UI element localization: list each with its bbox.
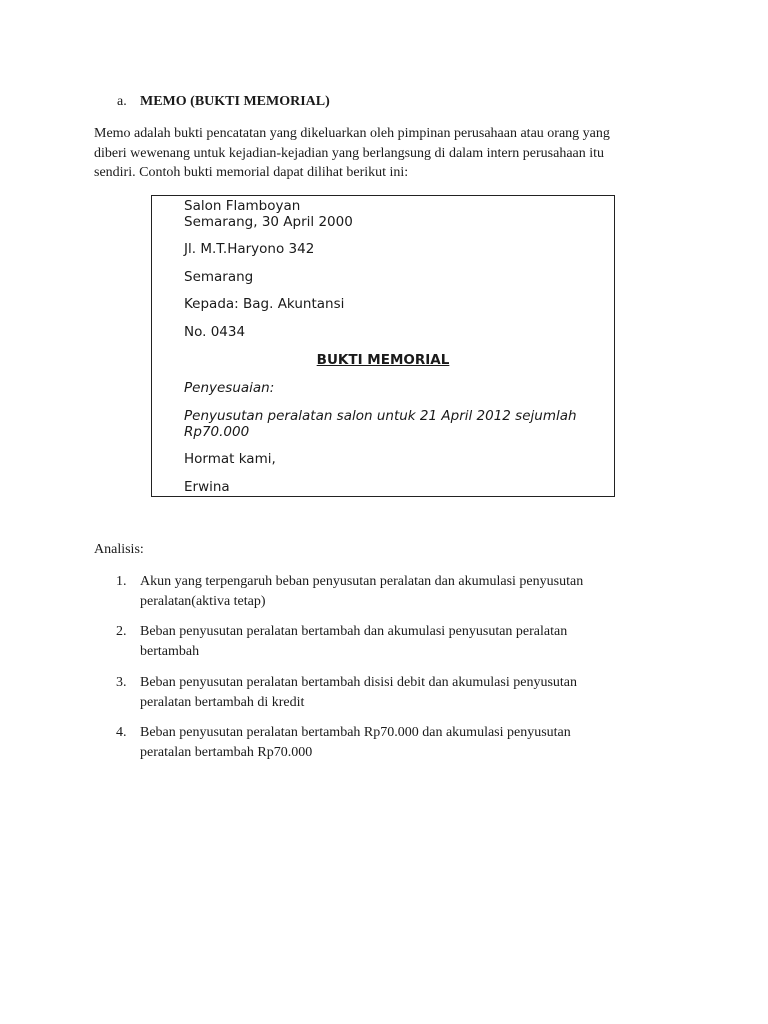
list-item-line: Beban penyusutan peralatan bertambah dan akumulasi penyusutan peralatan <box>140 624 568 639</box>
list-item-text <box>140 572 650 611</box>
list-item-number: 3. <box>116 675 127 690</box>
list-item-line: peratalan bertambah Rp70.000 <box>140 744 313 760</box>
list-item-line: Beban penyusutan peralatan bertambah disisi debit dan akumulasi penyusutan <box>140 675 577 690</box>
list-item-number: 2. <box>116 624 127 639</box>
list-item-line: Beban penyusutan peralatan bertambah Rp70.000 dan akumulasi penyusutan <box>140 725 571 740</box>
memo-address: Jl. M.T.Haryono 342 <box>184 241 315 257</box>
memo-description-line: Rp70.000 <box>184 424 250 440</box>
memo-description-line: Penyusutan peralatan salon untuk 21 April 2012 sejumlah <box>184 408 577 424</box>
memo-closing: Hormat kami, <box>184 451 276 467</box>
list-item-text <box>140 723 650 762</box>
memo-recipient: Kepada: Bag. Akuntansi <box>184 296 345 312</box>
section-heading <box>117 93 330 111</box>
memo-adjustment-label: Penyesuaian: <box>184 380 275 396</box>
list-item-text <box>140 622 650 661</box>
memo-company: Salon Flamboyan <box>184 198 301 214</box>
list-item-line: peralatan(aktiva tetap) <box>140 593 266 609</box>
section-title: MEMO (BUKTI MEMORIAL) <box>140 94 330 109</box>
list-item-line: Akun yang terpengaruh beban penyusutan peralatan dan akumulasi penyusutan <box>140 574 584 589</box>
memo-number: No. 0434 <box>184 324 246 340</box>
list-item-line: peralatan bertambah di kredit <box>140 694 305 710</box>
intro-line: diberi wewenang untuk kejadian-kejadian yang berlangsung di dalam intern perusahaan itu <box>94 145 605 161</box>
analysis-label: Analisis: <box>94 542 144 557</box>
list-item-text <box>140 673 650 712</box>
section-marker: a. <box>117 94 127 109</box>
memo-title: BUKTI MEMORIAL <box>316 352 450 368</box>
memo-date: Semarang, 30 April 2000 <box>184 214 353 230</box>
list-item-number: 1. <box>116 574 127 589</box>
memo-city: Semarang <box>184 269 254 285</box>
intro-paragraph <box>94 124 654 183</box>
memo-signer: Erwina <box>184 479 230 495</box>
intro-line: Memo adalah bukti pencatatan yang dikeluarkan oleh pimpinan perusahaan atau orang yang <box>94 126 610 141</box>
list-item-line: bertambah <box>140 643 200 659</box>
list-item-number: 4. <box>116 725 127 740</box>
intro-line: sendiri. Contoh bukti memorial dapat dilihat berikut ini: <box>94 165 409 180</box>
